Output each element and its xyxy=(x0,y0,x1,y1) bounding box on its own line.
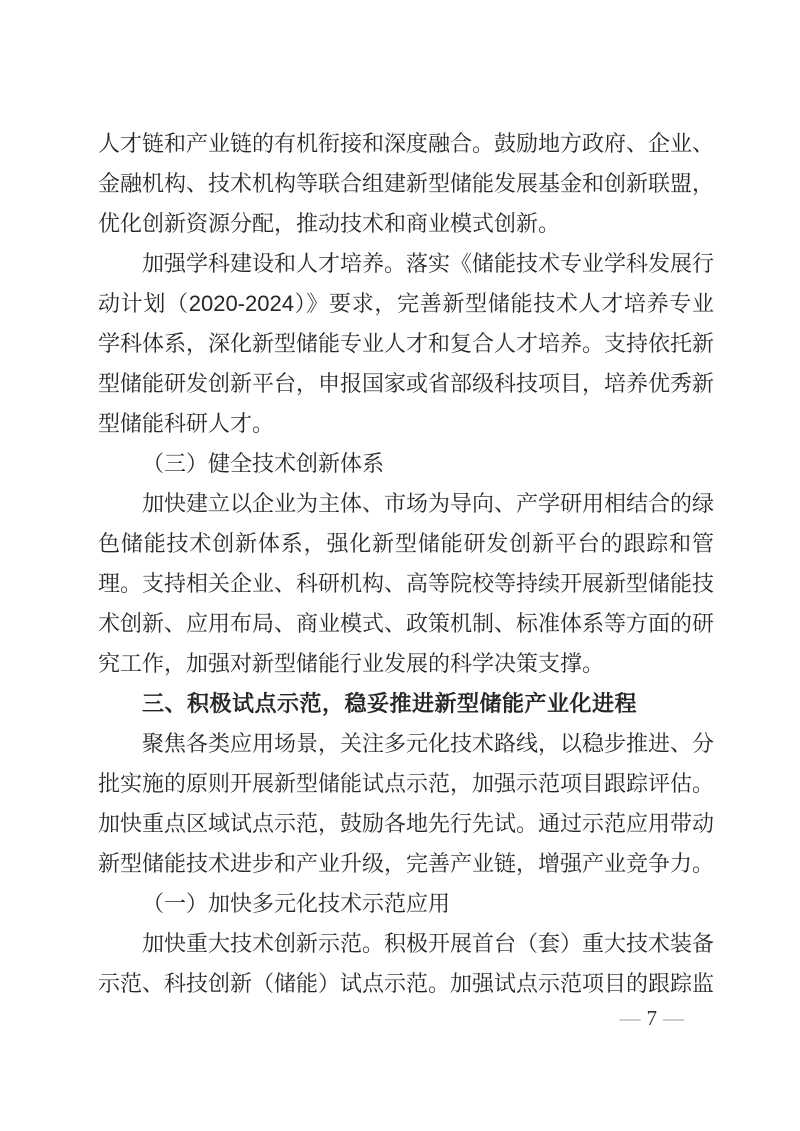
paragraph-innovation-system-building: 加快建立以企业为主体、市场为导向、产学研用相结合的绿色储能技术创新体系，强化新型储能研发创新平台的跟踪和管理。支持相关企业、科研机构、高等院校等持续开展新型储能技术创新、应用布局、商业模式、政策机制、标准体系等方面的研究工作，加强对新型储能行业发展的科学决策支撑。 xyxy=(98,491,715,676)
page-number-right-dash: — xyxy=(663,1006,684,1030)
page-number-left-dash: — xyxy=(619,1006,641,1030)
heading-sub-1-diversified-technology-demonstration: （一）加快多元化技术示范应用 xyxy=(142,891,451,916)
page-number: 7 xyxy=(646,1006,657,1030)
page-number-footer xyxy=(614,1004,691,1032)
heading-sub-3-technology-innovation-system: （三）健全技术创新体系 xyxy=(142,451,385,476)
paragraph-application-scenarios-pilot: 聚焦各类应用场景，关注多元化技术路线，以稳步推进、分批实施的原则开展新型储能试点示范，加强示范项目跟踪评估。加快重点区域试点示范，鼓励各地先行先试。通过示范应用带动新型储能技术进步和产业升级，完善产业链，增强产业竞争力。 xyxy=(98,731,715,876)
paragraph-discipline-and-talent-training: 加强学科建设和人才培养。落实《储能技术专业学科发展行动计划（2020-2024）》要求，完善新型储能技术人才培养专业学科体系，深化新型储能专业人才和复合人才培养。支持依托新型储能研发创新平台，申报国家或省部级科技项目，培养优秀新型储能科研人才。 xyxy=(98,251,715,436)
paragraph-major-technology-demonstration-cut: 加快重大技术创新示范。积极开展首台（套）重大技术装备示范、科技创新（储能）试点示范。加强试点示范项目的跟踪监 xyxy=(98,931,715,996)
heading-section-3-pilot-demonstration: 三、积极试点示范，稳妥推进新型储能产业化进程 xyxy=(142,691,638,716)
paragraph-talent-industry-chain-continuation: 人才链和产业链的有机衔接和深度融合。鼓励地方政府、企业、金融机构、技术机构等联合组建新型储能发展基金和创新联盟，优化创新资源分配，推动技术和商业模式创新。 xyxy=(98,131,715,236)
document-text-block xyxy=(98,124,714,1004)
